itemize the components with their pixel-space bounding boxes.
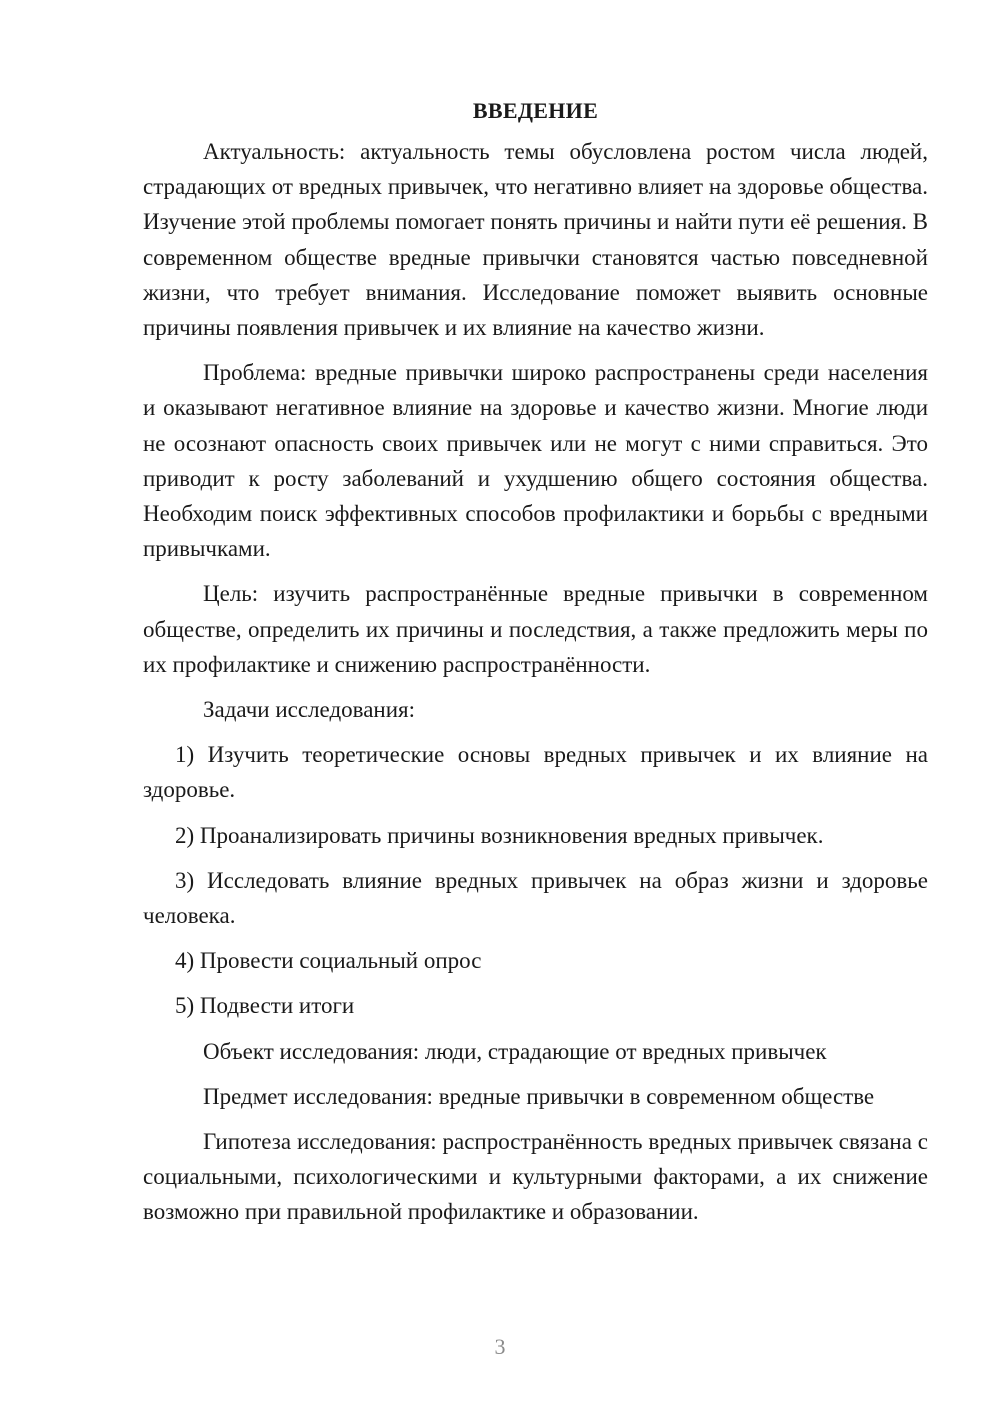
- goal-paragraph: Цель: изучить распространённые вредные привычки в современном обществе, определить их причины и последствия, а также предложить меры по их профилактике и снижению распространённости.: [143, 581, 928, 677]
- page-title: ВВЕДЕНИЕ: [472, 98, 599, 123]
- object-paragraph: Объект исследования: люди, страдающие от вредных привычек: [203, 1038, 827, 1064]
- task-item-4: 4) Провести социальный опрос: [175, 948, 482, 974]
- page-number: 3: [494, 1334, 506, 1359]
- task-item-2: 2) Проанализировать причины возникновения вредных привычек.: [175, 822, 824, 848]
- tasks-heading: Задачи исследования:: [203, 697, 416, 723]
- hypothesis-paragraph: Гипотеза исследования: распространённость вредных привычек связана с социальными, психологическими и культурными факторами, а их снижение возможно при правильной профилактике и образовании.: [143, 1129, 928, 1225]
- task-item-1: 1) Изучить теоретические основы вредных привычек и их влияние на здоровье.: [143, 742, 928, 803]
- task-item-3: 3) Исследовать влияние вредных привычек на образ жизни и здоровье человека.: [143, 867, 928, 929]
- subject-paragraph: Предмет исследования: вредные привычки в современном обществе: [203, 1083, 875, 1109]
- document-page: [143, 94, 928, 1240]
- task-item-5: 5) Подвести итоги: [175, 993, 355, 1019]
- problem-paragraph: Проблема: вредные привычки широко распространены среди населения и оказывают негативное влияние на здоровье и качество жизни. Многие люди не осознают опасность своих привычек или не могут с ними справиться. Это приводит к росту заболеваний и ухудшению общего состояния общества. Необходим поиск эффективных способов профилактики и борьбы с вредными привычками.: [143, 360, 928, 562]
- relevance-paragraph: Актуальность: актуальность темы обусловлена ростом числа людей, страдающих от вредных привычек, что негативно влияет на здоровье общества. Изучение этой проблемы помогает понять причины и найти пути её решения. В современном обществе вредные привычки становятся частью повседневной жизни, что требует внимания. Исследование поможет выявить основные причины появления привычек и их влияние на качество жизни.: [143, 139, 928, 341]
